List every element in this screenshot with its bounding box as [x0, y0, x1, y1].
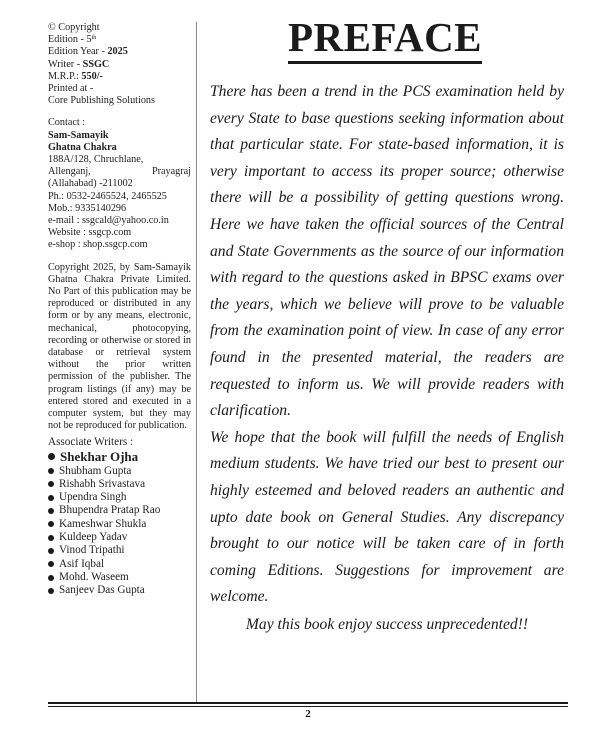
bullet-icon — [48, 561, 54, 567]
writer-item — [48, 449, 191, 465]
publisher-name-2: Ghatna Chakra — [48, 141, 117, 153]
bullet-icon — [48, 588, 54, 594]
bullet-icon — [48, 521, 54, 527]
legal-notice: Copyright 2025, by Sam-Samayik Ghatna Chakra Private Limited. No Part of this publication may be reproduced or distributed in any form or by any means, electronic, mechanical, photocopying, recording or otherwise or stored in database or retrieval system without the prior written permission of the publisher. The program listings (if any) may be entered stored and executed in a computer system, but they may not be reproduced for publication. — [48, 261, 191, 432]
preface-title-text: PREFACE — [288, 14, 482, 64]
writer-item — [48, 518, 191, 531]
edition-superscript: th — [91, 35, 97, 42]
writer-name: Bhupendra Pratap Rao — [59, 504, 161, 517]
printed-at-line: Printed at - — [48, 83, 94, 95]
copyright-line: © Copyright — [48, 22, 100, 33]
preface-paragraph-2: We hope that the book will fulfill the needs of English medium students. We have tried our best to present our highly esteemed and beloved readers an authentic and upto date book on General Studies. Any discrepancy brought to our notice will be taken care of in forth coming Editions. Suggestions for improvement are welcome. — [210, 428, 564, 606]
writer-item — [48, 584, 191, 597]
writer-name: Rishabh Srivastava — [59, 477, 146, 490]
footer-rule — [48, 702, 568, 704]
bullet-icon — [48, 453, 55, 460]
writer-item — [48, 571, 191, 584]
publisher-name-1: Sam-Samayik — [48, 129, 109, 141]
preface-paragraph-1: There has been a trend in the PCS examination held by every State to base questions seeking information about that particular state. For state-based information, it is very important to access its proper source; otherwise there will be a possibility of getting questions wrong. Here we have taken the official sources of the Central and State Governments as the source of our information with regard to the questions asked in BPSC exams over the years, which we believe will prove to be valuable from the examination point of view. In case of any error found in the presented material, the readers are requested to inform us. We will provide readers with clarification. — [210, 83, 564, 420]
mrp-line — [48, 71, 191, 83]
writer-name: Kameshwar Shukla — [59, 517, 147, 530]
edition-line — [48, 34, 191, 46]
edition-year-label: Edition Year - — [48, 46, 108, 58]
writer-name: Shubham Gupta — [59, 464, 132, 477]
associate-writers-label: Associate Writers : — [48, 435, 134, 448]
writer-name: Asif Iqbal — [59, 557, 105, 570]
bullet-icon — [48, 535, 54, 541]
publisher-name-line2 — [48, 142, 191, 154]
contact-label: Contact : — [48, 117, 86, 129]
address-line-2: Allenganj, Prayagraj — [48, 166, 191, 178]
edition-year-value: 2025 — [107, 46, 128, 58]
printer-line: Core Publishing Solutions — [48, 95, 155, 107]
imprint-block — [48, 22, 191, 107]
column-divider — [196, 22, 197, 702]
associate-writers-list — [48, 449, 191, 598]
writer-item — [48, 544, 191, 557]
preface-title — [200, 14, 570, 60]
footer-rule-thin — [48, 706, 568, 707]
writer-name: Upendra Singh — [59, 491, 127, 504]
phone-line: Ph.: 0532-2465524, 2465525 — [48, 190, 167, 202]
preface-closing: May this book enjoy success unprecedented!! — [245, 615, 529, 633]
writer-value: SSGC — [82, 58, 110, 70]
website-line: Website : ssgcp.com — [48, 227, 132, 239]
mrp-label: M.R.P.: — [48, 70, 82, 82]
bullet-icon — [48, 495, 54, 501]
writer-name: Sanjeev Das Gupta — [59, 584, 145, 597]
edition-text: Edition - 5 — [48, 34, 92, 46]
bullet-icon — [48, 468, 54, 474]
eshop-line: e-shop : shop.ssgcp.com — [48, 239, 148, 251]
bullet-icon — [48, 575, 54, 581]
writer-name: Mohd. Waseem — [59, 570, 129, 583]
bullet-icon — [48, 481, 54, 487]
writer-line — [48, 59, 191, 71]
bullet-icon — [48, 548, 54, 554]
address-line-3: (Allahabad) -211002 — [48, 178, 133, 190]
writer-item — [48, 491, 191, 504]
writer-name: Kuldeep Yadav — [59, 530, 128, 543]
publisher-name-line1 — [48, 130, 191, 142]
writer-name: Shekhar Ojha — [60, 448, 139, 464]
bullet-icon — [48, 508, 54, 514]
preface-body — [210, 79, 564, 638]
writer-item — [48, 478, 191, 491]
page-number: 2 — [305, 708, 311, 720]
writer-label: Writer - — [48, 58, 83, 70]
writer-item — [48, 558, 191, 571]
writer-item — [48, 465, 191, 478]
mobile-line: Mob.: 9335140296 — [48, 202, 127, 214]
imprint-column — [48, 22, 191, 597]
contact-block — [48, 117, 191, 251]
writer-item — [48, 504, 191, 517]
email-line: e-mail : ssgcald@yahoo.co.in — [48, 215, 169, 227]
writer-item — [48, 531, 191, 544]
writer-name: Vinod Tripathi — [59, 544, 125, 557]
address-line-1: 188A/128, Chruchlane, — [48, 154, 144, 166]
edition-year-line — [48, 46, 191, 58]
mrp-value: 550/- — [81, 70, 103, 82]
